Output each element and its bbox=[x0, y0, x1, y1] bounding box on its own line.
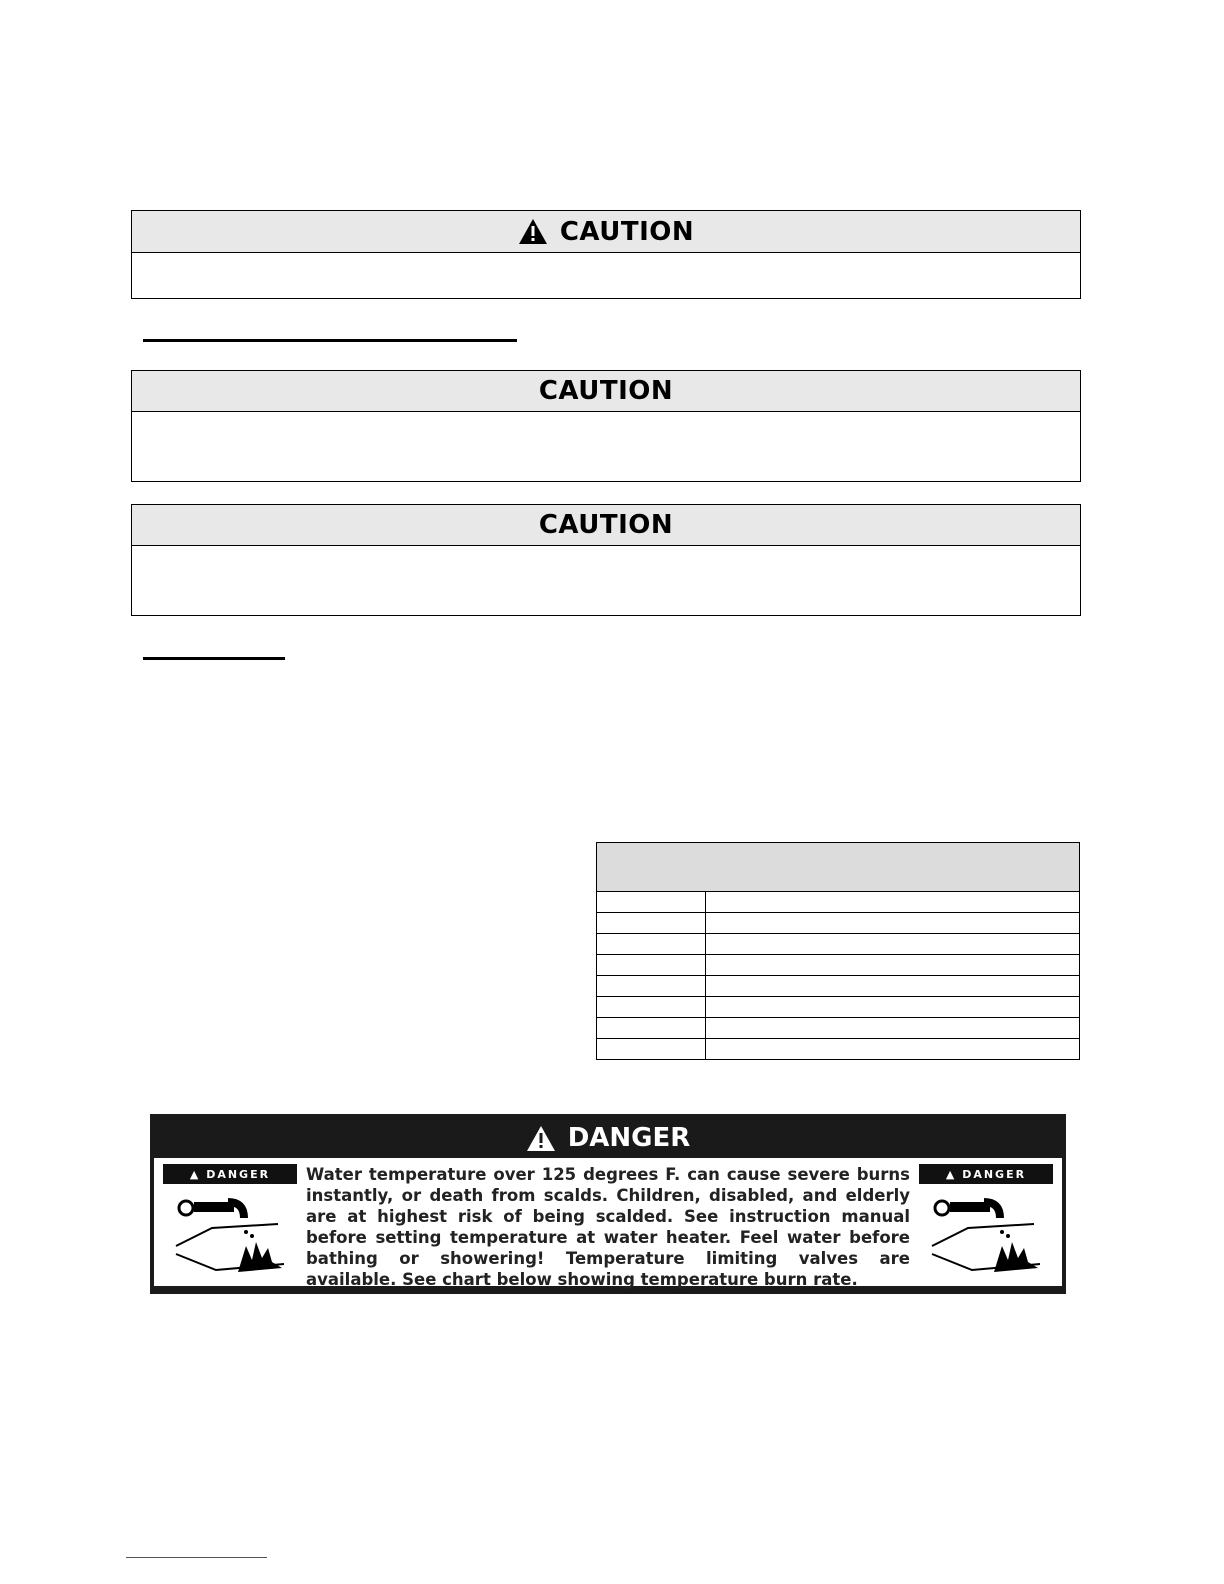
table-row bbox=[597, 955, 1080, 976]
caution-title: CAUTION bbox=[538, 510, 674, 540]
table-row bbox=[597, 913, 1080, 934]
caution-title: CAUTION bbox=[538, 376, 674, 406]
table-row bbox=[597, 1018, 1080, 1039]
table-row bbox=[597, 934, 1080, 955]
section-heading-underline bbox=[143, 657, 285, 660]
caution-box-3 bbox=[131, 504, 1081, 616]
danger-side-right bbox=[916, 1158, 1056, 1286]
caution-box-1 bbox=[131, 210, 1081, 299]
danger-side-left bbox=[160, 1158, 300, 1286]
temperature-burn-table bbox=[596, 842, 1080, 1060]
caution-box-2 bbox=[131, 370, 1081, 482]
scald-hazard-icon bbox=[168, 1184, 292, 1276]
warning-triangle-icon bbox=[526, 1125, 556, 1152]
table-row bbox=[597, 976, 1080, 997]
danger-label bbox=[150, 1114, 1066, 1294]
warning-triangle-icon bbox=[518, 218, 548, 245]
danger-message: Water temperature over 125 degrees F. can cause severe burns instantly, or death from scalds. Children, disabled, and elderly are at highest risk of being scalded. See instruction manual before setting temperature at water heater. Feel water before bathing or showering! Temperature limiting valves are available. See chart below showing temperature burn rate. bbox=[306, 1165, 910, 1289]
section-heading-underline bbox=[143, 339, 517, 342]
table-row bbox=[597, 1039, 1080, 1060]
footer-link-underline[interactable] bbox=[126, 1557, 267, 1558]
danger-title: DANGER bbox=[567, 1123, 691, 1153]
mini-danger-label: ▲ DANGER bbox=[919, 1164, 1053, 1184]
table-row bbox=[597, 997, 1080, 1018]
table-row bbox=[597, 892, 1080, 913]
table-header bbox=[597, 843, 1080, 892]
scald-hazard-icon bbox=[924, 1184, 1048, 1276]
caution-title: CAUTION bbox=[559, 216, 695, 247]
mini-danger-label: ▲ DANGER bbox=[163, 1164, 297, 1184]
